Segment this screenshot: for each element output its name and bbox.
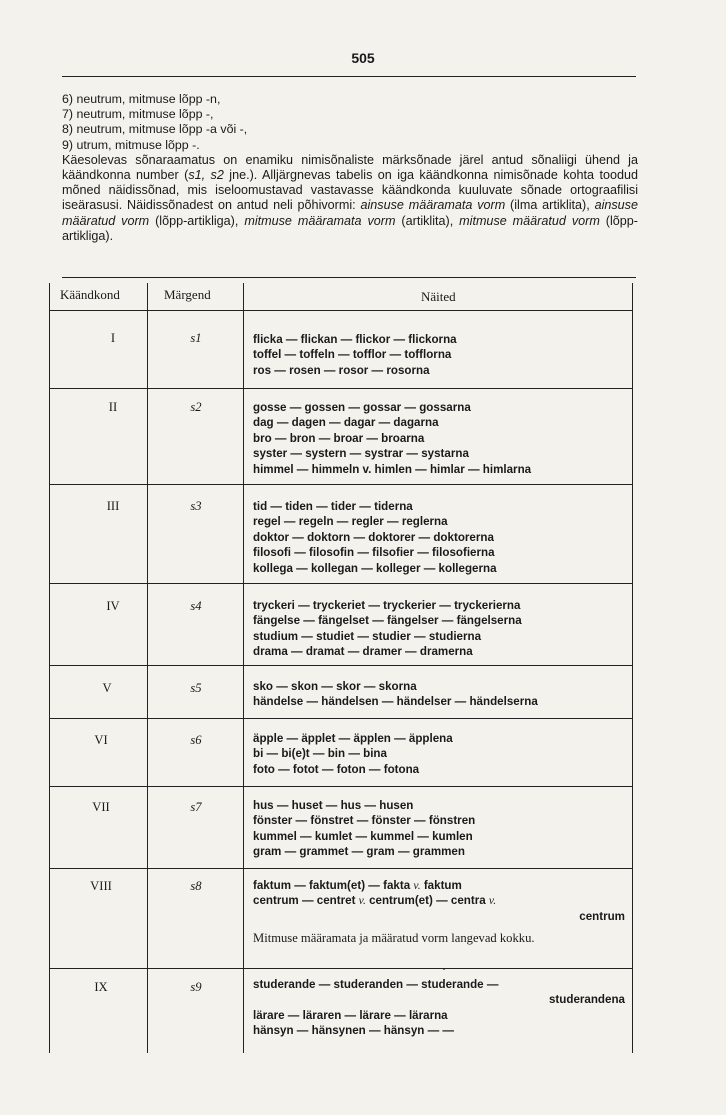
row-note: Mitmuse määramata ja määratud vorm langevad kokku. xyxy=(253,931,535,945)
row-separator xyxy=(49,968,633,969)
declension-mark: s3 xyxy=(190,499,202,513)
example-line: kollega — kollegan — kolleger — kollegerna xyxy=(253,561,497,575)
row-separator xyxy=(49,484,633,485)
declension-number: VII xyxy=(92,800,110,814)
example-line: tryckeri — tryckeriet — tryckerier — tryckerierna xyxy=(253,599,521,612)
example-line: fängelse — fängelset — fängelser — fängelserna xyxy=(253,614,522,628)
declension-mark: s4 xyxy=(190,599,202,613)
declension-mark: s8 xyxy=(190,879,202,893)
examples xyxy=(253,977,625,1039)
declension-mark: s9 xyxy=(190,980,202,994)
examples xyxy=(253,332,625,378)
declension-number: IX xyxy=(94,980,108,994)
declension-mark: s1 xyxy=(190,331,202,345)
header-kaandkond: Käändkond xyxy=(60,287,120,302)
example-line: hänsyn — hänsynen — hänsyn — — xyxy=(253,1024,454,1038)
examples xyxy=(253,798,625,860)
examples xyxy=(253,679,625,710)
examples xyxy=(253,878,625,924)
example-line: himmel — himmeln v. himlen — himlar — himlarna xyxy=(253,462,532,476)
header-rule xyxy=(62,76,636,77)
examples xyxy=(253,598,625,660)
row-separator xyxy=(49,718,633,719)
example-line: dag — dagen — dagar — dagarna xyxy=(253,416,439,430)
declension-number: I xyxy=(110,331,116,345)
example-line: doktor — doktorn — doktorer — doktorerna xyxy=(253,530,494,544)
row-separator xyxy=(49,388,633,389)
example-line: foto — fotot — foton — fotona xyxy=(253,762,420,776)
example-line: studerandena xyxy=(548,993,625,1007)
example-line: studerande — studeranden — studerande — xyxy=(253,978,499,991)
example-line: sko — skon — skor — skorna xyxy=(253,680,417,693)
example-line: bi — bi(e)t — bin — bina xyxy=(253,747,387,761)
declension-number: VI xyxy=(94,733,108,747)
list-item: 6) neutrum, mitmuse lõpp -n, xyxy=(62,92,221,106)
declension-mark: s2 xyxy=(190,400,202,414)
declension-mark: s5 xyxy=(190,681,202,695)
example-line: faktum — faktum(et) — fakta v. faktum xyxy=(253,879,462,892)
header-margend: Märgend xyxy=(164,287,211,302)
example-line: ros — rosen — rosor — rosorna xyxy=(253,363,430,377)
examples xyxy=(253,400,625,477)
example-line: regel — regeln — regler — reglerna xyxy=(253,515,448,529)
example-line: tid — tiden — tider — tiderna xyxy=(253,500,413,513)
declension-number: VIII xyxy=(90,879,112,893)
example-line: gram — grammet — gram — grammen xyxy=(253,845,465,859)
list-item: 9) utrum, mitmuse lõpp -. xyxy=(62,137,200,152)
example-line: kummel — kumlet — kummel — kumlen xyxy=(253,829,473,843)
row-separator xyxy=(49,786,633,787)
examples xyxy=(253,731,625,777)
row-separator xyxy=(49,665,633,666)
examples xyxy=(253,499,625,576)
page-number: 505 xyxy=(351,50,375,66)
example-line: händelse — händelsen — händelser — händelserna xyxy=(253,695,538,709)
declension-mark: s7 xyxy=(190,800,202,814)
intro-text xyxy=(62,92,638,244)
declension-number: III xyxy=(106,499,120,513)
example-line: centrum xyxy=(579,909,625,923)
table-divider xyxy=(147,283,148,1053)
example-line: filosofi — filosofin — filsofier — filosofierna xyxy=(253,546,495,560)
list-item: 7) neutrum, mitmuse lõpp -, xyxy=(62,107,214,122)
declension-number: IV xyxy=(106,599,120,613)
example-line: hus — huset — hus — husen xyxy=(253,799,414,812)
example-line: toffel — toffeln — tofflor — tofflorna xyxy=(253,348,452,362)
list-item: 8) neutrum, mitmuse lõpp -a või -, xyxy=(62,122,248,137)
example-line: studium — studiet — studier — studierna xyxy=(253,629,482,643)
header-rule xyxy=(49,310,633,311)
stray-dot: · xyxy=(442,962,446,976)
declension-mark: s6 xyxy=(190,733,202,747)
row-separator xyxy=(49,583,633,584)
example-line: bro — bron — broar — broarna xyxy=(253,431,425,445)
header-naited: Näited xyxy=(421,289,456,304)
declension-number: V xyxy=(102,681,112,695)
example-line: centrum — centret v. centrum(et) — centra v. xyxy=(253,894,497,908)
table-divider xyxy=(243,283,244,1053)
example-line: gosse — gossen — gossar — gossarna xyxy=(253,401,471,414)
example-line: äpple — äpplet — äpplen — äpplena xyxy=(253,732,453,745)
example-line: lärare — läraren — lärare — lärarna xyxy=(253,1008,448,1022)
example-line: fönster — fönstret — fönster — fönstren xyxy=(253,814,476,828)
example-line: syster — systern — systrar — systarna xyxy=(253,447,469,461)
example-line: drama — dramat — dramer — dramerna xyxy=(253,645,473,659)
declension-number: II xyxy=(108,400,118,414)
row-separator xyxy=(49,868,633,869)
table-border-right xyxy=(632,283,633,1053)
intro-paragraph: Käesolevas sõnaraamatus on enamiku nimisõnaliste märksõnade järel antud sõnaliigi ühend ja käändkonna number (s1, s2 jne.). Alljärgnevas tabelis on iga käändkonna nimisõnade kohta toodud mõned näidissõnad, mis iseloomustavad vastavasse käändkonda kuuluvate sõnade ortograafilisi iseärasusi. Näidissõnadest on antud neli põhivormi: ainsuse määramata vorm (ilma artiklita), ainsuse määratud vorm (lõpp-artikliga), mitmuse määramata vorm (artiklita), mitmuse määratud vorm (lõpp-artikliga). xyxy=(62,152,638,243)
table-top-rule xyxy=(62,277,636,278)
table-border-left xyxy=(49,283,50,1053)
example-line: flicka — flickan — flickor — flickorna xyxy=(253,333,457,346)
